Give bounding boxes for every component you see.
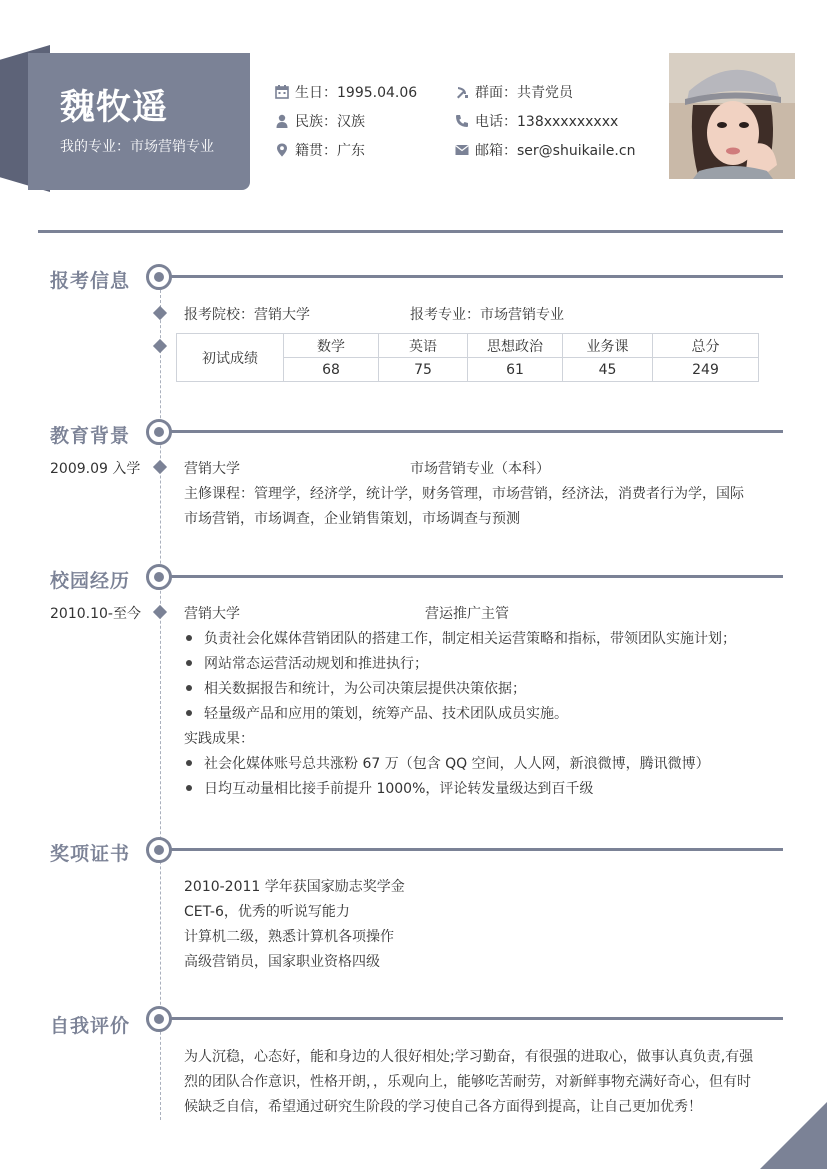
info-ethnicity: 民族：汉族	[275, 111, 365, 131]
section-title-exam: 报考信息	[50, 270, 131, 292]
campus-results-label: 实践成果：	[184, 731, 254, 747]
section-marker	[146, 419, 172, 445]
section-rule	[170, 275, 783, 278]
education-courses-cont: 市场营销，市场调查，企业销售策划，市场调查与预测	[184, 511, 520, 527]
section-marker	[146, 564, 172, 590]
location-pin-icon	[275, 143, 289, 157]
calendar-icon	[275, 85, 289, 99]
section-title-campus: 校园经历	[50, 570, 131, 592]
award-item: 高级营销员，国家职业资格四级	[184, 954, 380, 970]
score-value: 68	[284, 358, 379, 382]
header-divider	[38, 230, 783, 233]
info-email: 邮箱：ser@shuikaile.cn	[455, 140, 635, 160]
campus-role: 营运推广主管	[425, 606, 509, 622]
campus-org: 营销大学	[184, 606, 240, 622]
info-native-place: 籍贯：广东	[275, 140, 365, 160]
education-date: 2009.09 入学	[50, 461, 141, 477]
score-row-label: 初试成绩	[177, 334, 284, 382]
score-header: 思想政治	[468, 334, 563, 358]
score-table	[176, 333, 759, 382]
section-rule	[170, 430, 783, 433]
phone-icon	[455, 114, 469, 128]
section-title-awards: 奖项证书	[50, 843, 131, 865]
education-school: 营销大学	[184, 461, 240, 477]
candidate-name: 魏牧遥	[60, 88, 169, 128]
envelope-icon	[455, 144, 469, 156]
candidate-major: 我的专业：市场营销专业	[60, 139, 214, 155]
score-header: 数学	[284, 334, 379, 358]
score-header: 总分	[653, 334, 759, 358]
score-header: 业务课	[563, 334, 653, 358]
info-political: 群面：共青党员	[455, 82, 573, 102]
list-item: 社会化媒体账号总共涨粉 67 万（包含 QQ 空间，人人网，新浪微博，腾讯微博）	[186, 753, 710, 773]
list-item: 轻量级产品和应用的策划，统筹产品、技术团队成员实施。	[186, 703, 568, 723]
self-eval-line: 为人沉稳，心态好，能和身边的人很好相处;学习勤奋，有很强的进取心，做事认真负责,有强	[184, 1049, 754, 1065]
list-item: 网站常态运营活动规划和推进执行；	[186, 653, 428, 673]
timeline-diamond	[153, 306, 167, 320]
award-item: CET-6，优秀的听说写能力	[184, 904, 350, 920]
exam-major: 报考专业：市场营销专业	[410, 307, 564, 323]
portrait-illustration	[669, 53, 795, 179]
score-value: 61	[468, 358, 563, 382]
person-icon	[275, 114, 289, 128]
education-major: 市场营销专业（本科）	[410, 461, 550, 477]
award-item: 2010-2011 学年获国家励志奖学金	[184, 879, 405, 895]
timeline-diamond	[153, 605, 167, 619]
timeline-diamond	[153, 339, 167, 353]
section-title-education: 教育背景	[50, 425, 131, 447]
list-item: 日均互动量相比接手前提升 1000%，评论转发量级达到百千级	[186, 778, 593, 798]
score-header: 英语	[379, 334, 468, 358]
section-title-self-eval: 自我评价	[50, 1015, 131, 1037]
timeline-line	[160, 290, 161, 1120]
info-phone: 电话：138xxxxxxxxx	[455, 111, 618, 131]
score-value: 249	[653, 358, 759, 382]
self-eval-line: 候缺乏自信，希望通过研究生阶段的学习使自己各方面得到提高，让自己更加优秀！	[184, 1099, 702, 1115]
section-marker	[146, 1006, 172, 1032]
education-courses: 主修课程：管理学，经济学，统计学，财务管理，市场营销，经济法，消费者行为学，国际	[184, 486, 744, 502]
info-birthday: 生日：1995.04.06	[275, 82, 417, 102]
section-marker	[146, 837, 172, 863]
list-item: 负责社会化媒体营销团队的搭建工作，制定相关运营策略和指标，带领团队实施计划；	[186, 628, 736, 648]
party-emblem-icon	[455, 85, 469, 99]
exam-school: 报考院校：营销大学	[184, 307, 310, 323]
profile-photo	[669, 53, 795, 179]
section-rule	[170, 848, 783, 851]
award-item: 计算机二级，熟悉计算机各项操作	[184, 929, 394, 945]
score-value: 45	[563, 358, 653, 382]
self-eval-line: 烈的团队合作意识，性格开朗，，乐观向上，能够吃苦耐劳，对新鲜事物充满好奇心，但有时	[184, 1074, 751, 1090]
list-item: 相关数据报告和统计，为公司决策层提供决策依据；	[186, 678, 526, 698]
section-rule	[170, 1017, 783, 1020]
section-marker	[146, 264, 172, 290]
timeline-diamond	[153, 460, 167, 474]
section-rule	[170, 575, 783, 578]
campus-date: 2010.10-至今	[50, 606, 141, 622]
score-value: 75	[379, 358, 468, 382]
corner-decoration	[760, 1102, 827, 1169]
